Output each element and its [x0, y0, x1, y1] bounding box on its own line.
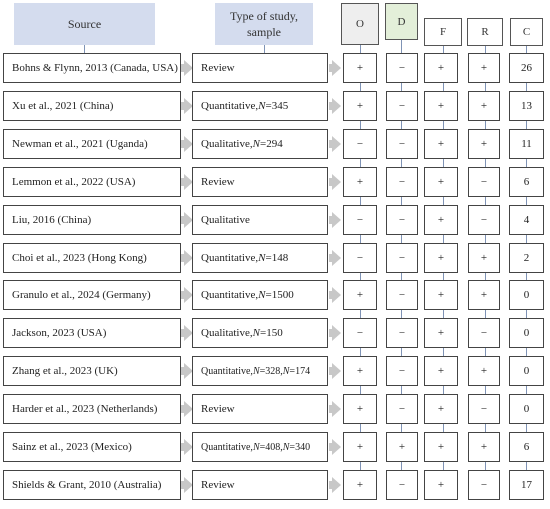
- rating-c-cell: 0: [509, 280, 544, 310]
- study-type-cell: Review: [192, 470, 328, 500]
- type-header: [215, 3, 313, 45]
- study-type-cell: Quantitative, N = 345: [192, 91, 328, 121]
- rating-c-cell: 0: [509, 394, 544, 424]
- rating-d-cell: −: [386, 91, 418, 121]
- table-row: [0, 53, 550, 83]
- table-row: [0, 394, 550, 424]
- table-row: [0, 91, 550, 121]
- column-header-c: C: [510, 18, 543, 46]
- rating-d-cell: −: [386, 394, 418, 424]
- study-type-cell: Quantitative, N = 1500: [192, 280, 328, 310]
- source-cell: Liu, 2016 (China): [3, 205, 181, 235]
- rating-c-cell: 17: [509, 470, 544, 500]
- rating-f-cell: +: [424, 167, 458, 197]
- rating-o-cell: +: [343, 470, 377, 500]
- study-type-cell: Review: [192, 53, 328, 83]
- study-type-cell: Review: [192, 167, 328, 197]
- rating-d-cell: −: [386, 280, 418, 310]
- source-cell: Choi et al., 2023 (Hong Kong): [3, 243, 181, 273]
- connector-line: [84, 45, 85, 53]
- rating-c-cell: 11: [509, 129, 544, 159]
- arrow-right-icon: [332, 363, 341, 379]
- source-cell: Jackson, 2023 (USA): [3, 318, 181, 348]
- rating-o-cell: +: [343, 394, 377, 424]
- rating-o-cell: −: [343, 318, 377, 348]
- study-type-cell: Quantitative, N = 408 , N = 340: [192, 432, 328, 462]
- rating-f-cell: +: [424, 129, 458, 159]
- rating-f-cell: +: [424, 318, 458, 348]
- table-row: [0, 243, 550, 273]
- table-row: [0, 432, 550, 462]
- rating-d-cell: −: [386, 129, 418, 159]
- column-header-d: D: [385, 3, 418, 40]
- rating-d-cell: −: [386, 243, 418, 273]
- rating-r-cell: +: [468, 243, 500, 273]
- rating-r-cell: −: [468, 394, 500, 424]
- rating-r-cell: +: [468, 432, 500, 462]
- table-row: [0, 280, 550, 310]
- rating-d-cell: −: [386, 167, 418, 197]
- rating-o-cell: +: [343, 167, 377, 197]
- rating-o-cell: +: [343, 53, 377, 83]
- rating-r-cell: +: [468, 280, 500, 310]
- rating-f-cell: +: [424, 470, 458, 500]
- rating-r-cell: −: [468, 318, 500, 348]
- rating-o-cell: +: [343, 91, 377, 121]
- rating-c-cell: 6: [509, 167, 544, 197]
- table-row: [0, 318, 550, 348]
- rating-o-cell: +: [343, 280, 377, 310]
- rating-f-cell: +: [424, 394, 458, 424]
- source-cell: Newman et al., 2021 (Uganda): [3, 129, 181, 159]
- study-type-cell: Review: [192, 394, 328, 424]
- table-row: [0, 356, 550, 386]
- source-cell: Harder et al., 2023 (Netherlands): [3, 394, 181, 424]
- arrow-right-icon: [332, 287, 341, 303]
- rating-f-cell: +: [424, 243, 458, 273]
- arrow-right-icon: [332, 250, 341, 266]
- rating-f-cell: +: [424, 280, 458, 310]
- rating-d-cell: −: [386, 53, 418, 83]
- rating-o-cell: +: [343, 356, 377, 386]
- source-cell: Bohns & Flynn, 2013 (Canada, USA): [3, 53, 181, 83]
- arrow-right-icon: [332, 60, 341, 76]
- rating-r-cell: +: [468, 91, 500, 121]
- study-type-cell: Quantitative, N = 328 , N = 174: [192, 356, 328, 386]
- rating-r-cell: −: [468, 205, 500, 235]
- rating-o-cell: −: [343, 243, 377, 273]
- rating-c-cell: 2: [509, 243, 544, 273]
- source-cell: Shields & Grant, 2010 (Australia): [3, 470, 181, 500]
- rating-f-cell: +: [424, 432, 458, 462]
- source-header: [14, 3, 155, 45]
- study-type-cell: Qualitative: [192, 205, 328, 235]
- arrow-right-icon: [332, 136, 341, 152]
- rating-d-cell: −: [386, 470, 418, 500]
- rating-r-cell: −: [468, 167, 500, 197]
- source-header-label: Source: [67, 17, 102, 31]
- rating-o-cell: +: [343, 432, 377, 462]
- table-row: [0, 129, 550, 159]
- type-header-label: Type of study, sample: [229, 9, 299, 39]
- rating-c-cell: 13: [509, 91, 544, 121]
- arrow-right-icon: [332, 401, 341, 417]
- rating-d-cell: −: [386, 318, 418, 348]
- rating-c-cell: 26: [509, 53, 544, 83]
- arrow-right-icon: [332, 98, 341, 114]
- rating-c-cell: 6: [509, 432, 544, 462]
- arrow-right-icon: [332, 212, 341, 228]
- rating-r-cell: +: [468, 53, 500, 83]
- arrow-right-icon: [332, 439, 341, 455]
- rating-f-cell: +: [424, 356, 458, 386]
- arrow-right-icon: [332, 477, 341, 493]
- study-type-cell: Quantitative, N = 148: [192, 243, 328, 273]
- source-cell: Granulo et al., 2024 (Germany): [3, 280, 181, 310]
- rating-f-cell: +: [424, 53, 458, 83]
- column-header-r: R: [467, 18, 503, 46]
- table-row: [0, 470, 550, 500]
- table-row: [0, 205, 550, 235]
- rating-c-cell: 4: [509, 205, 544, 235]
- arrow-right-icon: [332, 174, 341, 190]
- arrow-right-icon: [332, 325, 341, 341]
- rating-c-cell: 0: [509, 318, 544, 348]
- column-header-f: F: [424, 18, 462, 46]
- study-type-cell: Qualitative, N = 150: [192, 318, 328, 348]
- rating-c-cell: 0: [509, 356, 544, 386]
- rating-o-cell: −: [343, 129, 377, 159]
- rating-o-cell: −: [343, 205, 377, 235]
- connector-line: [264, 45, 265, 53]
- study-type-cell: Qualitative, N = 294: [192, 129, 328, 159]
- rating-d-cell: −: [386, 356, 418, 386]
- rating-d-cell: +: [386, 432, 418, 462]
- rating-d-cell: −: [386, 205, 418, 235]
- rating-r-cell: −: [468, 470, 500, 500]
- source-cell: Lemmon et al., 2022 (USA): [3, 167, 181, 197]
- table-row: [0, 167, 550, 197]
- source-cell: Sainz et al., 2023 (Mexico): [3, 432, 181, 462]
- source-cell: Zhang et al., 2023 (UK): [3, 356, 181, 386]
- source-cell: Xu et al., 2021 (China): [3, 91, 181, 121]
- rating-f-cell: +: [424, 205, 458, 235]
- rating-f-cell: +: [424, 91, 458, 121]
- column-header-o: O: [341, 3, 379, 45]
- rating-r-cell: +: [468, 356, 500, 386]
- rating-r-cell: +: [468, 129, 500, 159]
